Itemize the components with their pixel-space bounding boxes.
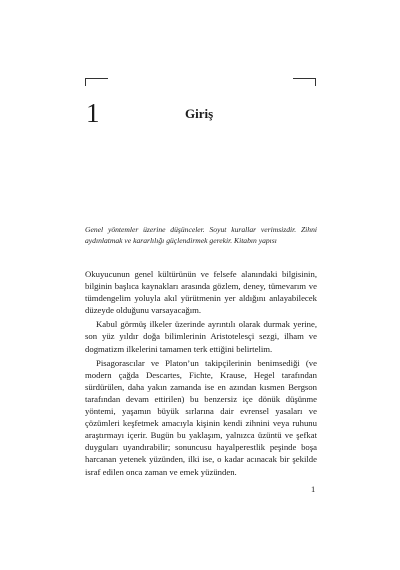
body-text	[85, 268, 317, 480]
crop-mark-left	[85, 78, 108, 86]
chapter-number: 1	[86, 98, 100, 128]
paragraph-1: Okuyucunun genel kültürünün ve felsefe alanındaki bilgisinin, bilginin başlıca kaynakları arasında gözlem, deney, tümevarım ve tümdengelim yoluyla akıl yürütmenin yer aldığını anlayabilecek düzeyde olduğunu varsayacağım.	[85, 269, 317, 316]
paragraph-2: Kabul görmüş ilkeler üzerinde ayrıntılı olarak durmak yerine, son yüz yıldır doğa bilimlerinin Aristotelesçi sezgi, ilham ve dogmatizm ilkelerini tamamen terk ettiğini belirtelim.	[85, 319, 317, 354]
crop-mark-right	[293, 78, 316, 86]
page-number: 1	[311, 484, 316, 494]
chapter-summary: Genel yöntemler üzerine düşünceler. Soyut kurallar verimsizdir. Zihni aydınlatmak ve kararlılığı güçlendirmek gerekir. Kitabın yapısı	[85, 225, 317, 245]
paragraph-3: Pisagorascılar ve Platon’un takipçilerinin benimsediği (ve modern çağda Descartes, Fichte, Krause, Hegel tarafından sürdürülen, daha yakın zamanda ise en azından kısmen Bergson tarafından devam ettirilen) bu benzersiz içe dönük düşünme yöntemi, yaşamın büyük sırlarına dair evrensel yasaları ve çözümleri keşfetmek amacıyla kişinin kendi zihnini veya ruhunu araştırmayı içerir. Bugün bu yaklaşım, yalnızca üzüntü ve şefkat duyguları uyandırabilir; sonuncusu hayalperestlik peşinde boşa harcanan yetenek yüzünden, ilki ise, o kadar acınacak bir şekilde israf edilen onca zaman ve emek yüzünden.	[85, 357, 317, 477]
chapter-title: Giriş	[185, 106, 214, 121]
